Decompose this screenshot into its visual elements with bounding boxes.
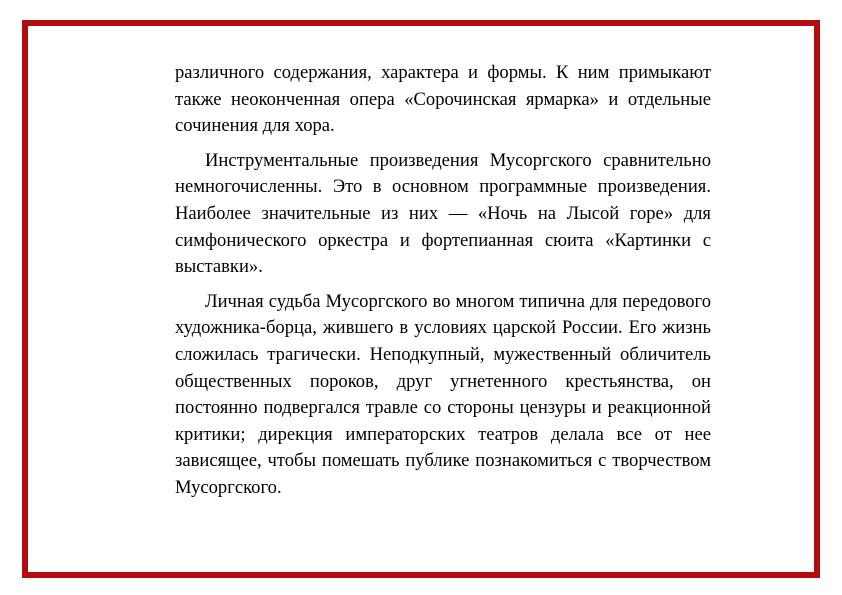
paragraph-1: различного содержания, характера и формы. К ним примыкают также неоконченная опера «Сорочинская ярмарка» и отдельные сочинения для хора. [175, 62, 711, 137]
paragraph-3: Личная судьба Мусоргского во многом типична для передового художника-борца, жившего в условиях царской России. Его жизнь сложилась трагически. Неподкупный, мужественный обличитель общественных пороков, друг угнетенного крестьянства, он постоянно подвергался травле со стороны цензуры и реакционной критики; дирекция императорских театров делала все от нее зависящее, чтобы помешать публике познакомиться с творчеством Мусоргского. [175, 290, 711, 498]
paragraph-2: Инструментальные произведения Мусоргского сравнительно немногочисленны. Это в основном программные произведения. Наиболее значительные из них — «Ночь на Лысой горе» для симфонического оркестра и фортепианная сюита «Картинки с выставки». [175, 149, 711, 278]
text-body [175, 60, 711, 510]
